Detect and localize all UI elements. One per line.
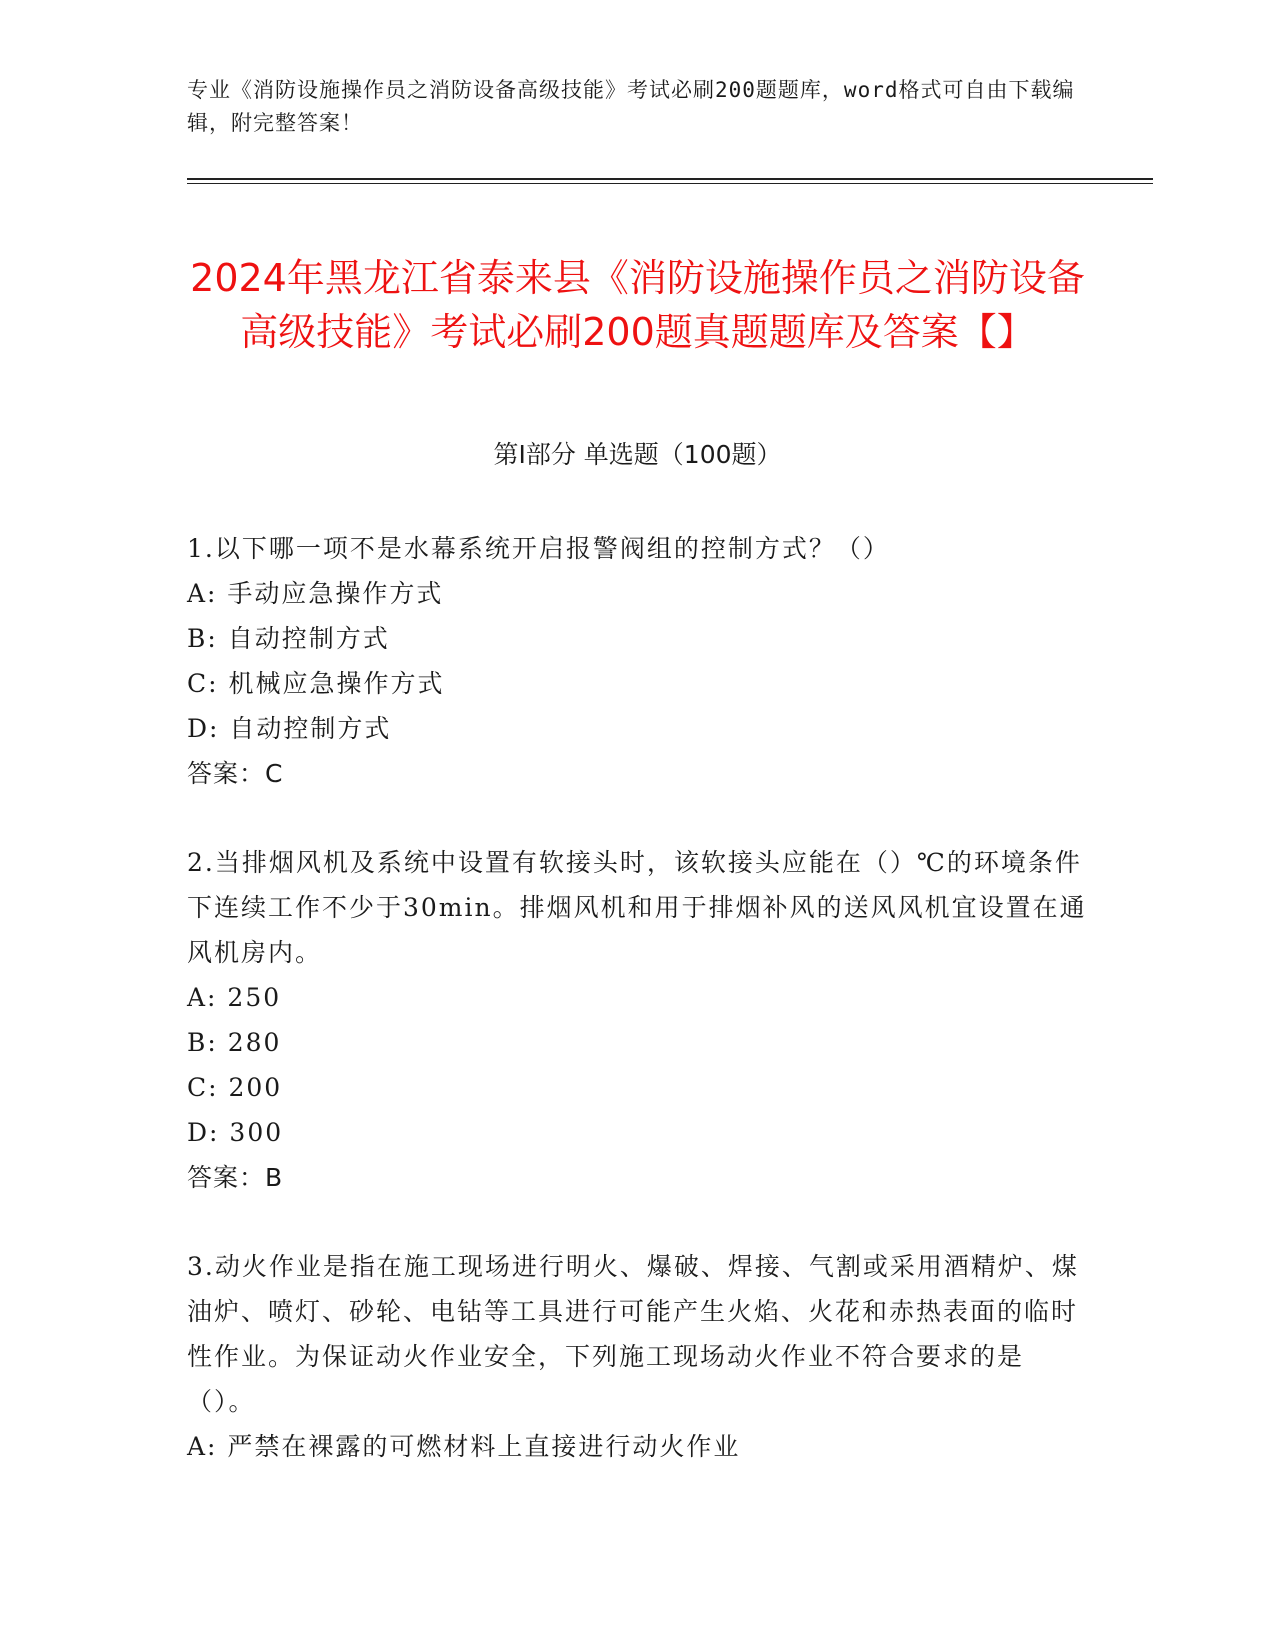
- question-3: [187, 1244, 1087, 1469]
- section-heading: 第Ⅰ部分 单选题（100题）: [493, 440, 782, 469]
- header-divider-thin: [187, 183, 1153, 184]
- option-c: C: 200: [187, 1073, 283, 1102]
- option-d: D: 300: [187, 1118, 284, 1147]
- answer: 答案：B: [187, 1163, 284, 1192]
- option-d: D: 自动控制方式: [187, 714, 392, 743]
- option-b: B: 280: [187, 1028, 282, 1057]
- header-divider: [187, 178, 1153, 180]
- option-b: B: 自动控制方式: [187, 624, 390, 653]
- question-text: 1.以下哪一项不是水幕系统开启报警阀组的控制方式？（）: [187, 534, 890, 563]
- question-2: [187, 840, 1087, 1200]
- answer: 答案：C: [187, 759, 284, 788]
- question-text: 3.动火作业是指在施工现场进行明火、爆破、焊接、气割或采用酒精炉、煤油炉、喷灯、砂轮、电钻等工具进行可能产生火焰、火花和赤热表面的临时性作业。为保证动火作业安全，下列施工现场动火作业不符合要求的是（）。: [187, 1252, 1079, 1416]
- option-a: A: 手动应急操作方式: [187, 579, 444, 608]
- option-a: A: 严禁在裸露的可燃材料上直接进行动火作业: [187, 1432, 741, 1461]
- question-text: 2.当排烟风机及系统中设置有软接头时，该软接头应能在（）℃的环境条件下连续工作不少于30min。排烟风机和用于排烟补风的送风风机宜设置在通风机房内。: [187, 848, 1087, 967]
- question-list: [187, 526, 1087, 1513]
- option-a: A: 250: [187, 983, 282, 1012]
- question-1: [187, 526, 1087, 796]
- header-note: 专业《消防设施操作员之消防设备高级技能》考试必刷200题题库，word格式可自由下载编辑，附完整答案！: [187, 78, 1075, 135]
- document-title: 2024年黑龙江省泰来县《消防设施操作员之消防设备高级技能》考试必刷200题真题题库及答案【】: [190, 256, 1085, 355]
- option-c: C: 机械应急操作方式: [187, 669, 445, 698]
